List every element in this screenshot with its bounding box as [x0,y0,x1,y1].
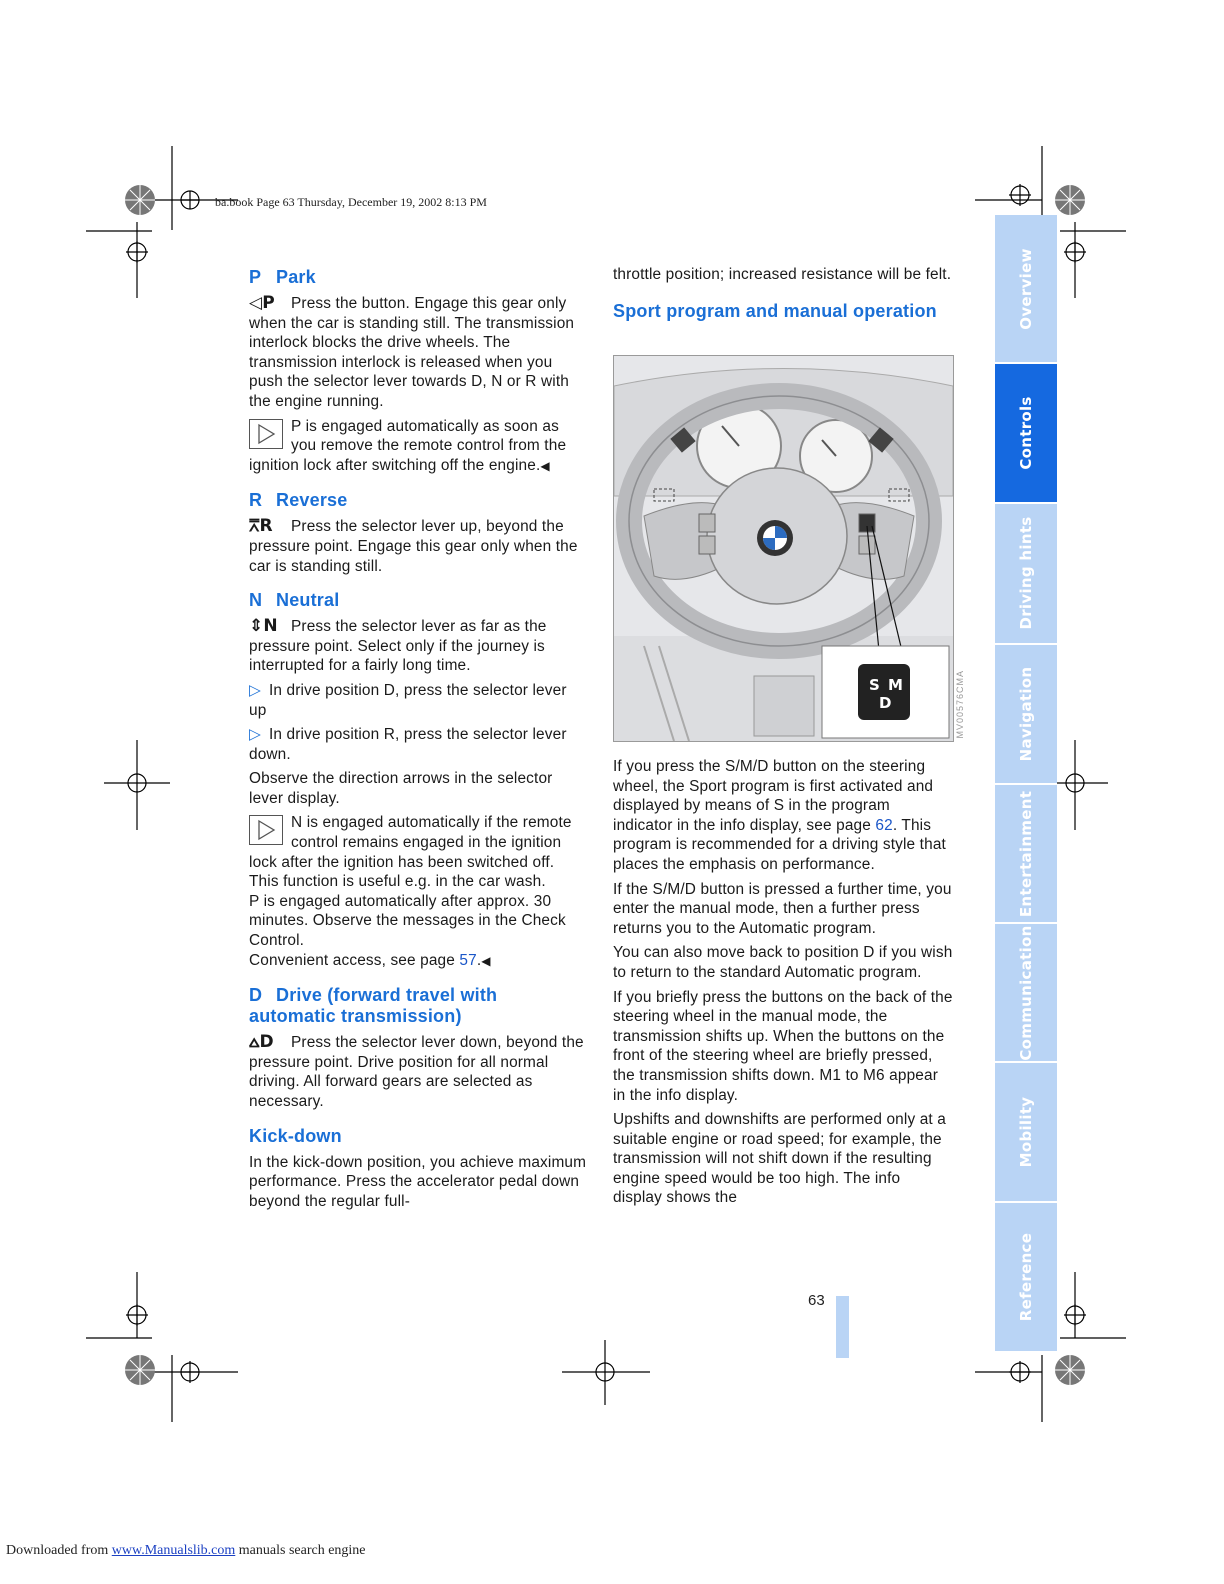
tab-overview[interactable]: Overview [1017,248,1035,330]
park-symbol-icon: ◁P [249,293,275,313]
park-key: P [249,267,262,287]
end-mark-icon: ◀ [481,953,491,968]
list-item: ▷ In drive position R, press the selector lever down. [249,726,567,763]
kickdown-text: In the kick-down position, you achieve maximum performance. Press the accelerator pedal down beyond the regular full- [249,1153,587,1210]
reverse-symbol-icon: ⩞R [249,516,273,537]
list-item: ▷ In drive position D, press the selector lever up [249,681,567,719]
end-mark-icon: ◀ [540,458,550,473]
tab-reference[interactable]: Reference [1017,1232,1035,1322]
reverse-heading: R Reverse [249,490,348,511]
steering-wheel-figure [613,355,954,742]
park-title: Park [276,267,316,287]
manualslib-link[interactable]: www.Manualslib.com [111,1543,236,1558]
drive-text: ⩟D Press the selector lever down, beyond the pressure point. Drive position for all normal driving. All forward gears are selected as necessary. [249,1032,584,1110]
chapter-tabs [995,215,1057,1351]
smd-label-s: S [869,676,880,694]
tab-controls[interactable]: Controls [995,364,1057,502]
drive-symbol-icon: ⩟D [249,1032,274,1053]
smd-paragraph-4: If you briefly press the buttons on the back of the steering wheel in the manual mode, the transmission shifts up. When the buttons on the front of the steering wheel are briefly pressed, the transmission shifts down. M1 to M6 appear in the info display. [613,988,953,1104]
neutral-text: ⇕N Press the selector lever as far as the pressure point. Select only if the journey is interrupted for a fairly long time. [249,616,547,675]
print-slug: ba.book Page 63 Thursday, December 19, 2002 8:13 PM [215,195,487,209]
park-heading [249,267,587,288]
page-number: 63 [808,1292,825,1309]
right-column [613,265,953,328]
tab-navigation[interactable]: Navigation [1017,666,1035,762]
smd-label-d: D [879,694,892,712]
reverse-text: ⩞R Press the selector lever up, beyond the pressure point. Engage this gear only when the car is standing still. [249,516,578,575]
right-column-body [613,757,953,1213]
neutral-note: N is engaged automatically if the remote control remains engaged in the ignition lock after the ignition has been switched off. This function is useful e.g. in the car wash. P is engaged automatically after approx. 30 minutes. Observe the messages in the Check Control. Convenient access, see page 57.◀ [249,814,572,969]
smd-button-label [866,673,906,717]
smd-label-m: M [888,676,903,694]
drive-heading: D Drive (forward travel with automatic transmission) [249,985,498,1027]
tab-entertainment[interactable]: Entertainment [1017,790,1035,918]
smd-paragraph-1: If you press the S/M/D button on the steering wheel, the Sport program is first activated and displayed by means of S in the program indicator in the info display, see page 62. This program is recommended for a driving style that places the emphasis on performance. [613,758,946,873]
park-note: P is engaged automatically as soon as you remove the remote control from the ignition lock after switching off the engine.◀ [249,417,567,474]
smd-paragraph-2: If the S/M/D button is pressed a further time, you enter the manual mode, then a further press returns you to the Automatic program. [613,880,952,937]
bullet-triangle-icon: ▷ [249,681,261,699]
bullet-triangle-icon: ▷ [249,726,261,744]
left-column [249,265,587,1216]
footer: Downloaded from www.Manualslib.com manuals search engine [6,1543,366,1558]
neutral-symbol-icon: ⇕N [249,616,278,637]
figure-code: MV00576CMA [955,670,965,739]
sport-heading: Sport program and manual operation [613,300,937,321]
smd-paragraph-3: You can also move back to position D if you wish to return to the standard Automatic program. [613,944,953,981]
neutral-heading: N Neutral [249,590,340,611]
tab-driving-hints[interactable]: Driving hints [1017,516,1035,630]
continued-text: throttle position; increased resistance will be felt. [613,266,952,283]
page-link-62[interactable]: 62 [875,816,893,834]
tab-communication[interactable]: Communication [1017,925,1035,1061]
neutral-observe: Observe the direction arrows in the selector lever display. [249,770,553,807]
kickdown-heading: Kick-down [249,1125,342,1146]
park-text: ◁P Press the button. Engage this gear only when the car is standing still. The transmission interlock blocks the drive wheels. The transmission interlock is released when you push the selector lever towards D, N or R with the engine running. [249,293,575,410]
note-triangle-icon [249,419,283,449]
tab-mobility[interactable]: Mobility [1017,1096,1035,1168]
page-number-bar [836,1296,849,1358]
note-triangle-icon [249,815,283,845]
smd-paragraph-5: Upshifts and downshifts are performed only at a suitable engine or road speed; for example, the transmission will not shift down if the resulting engine speed would be too high. The info display shows the [613,1111,946,1207]
page-link-57[interactable]: 57 [459,951,477,969]
